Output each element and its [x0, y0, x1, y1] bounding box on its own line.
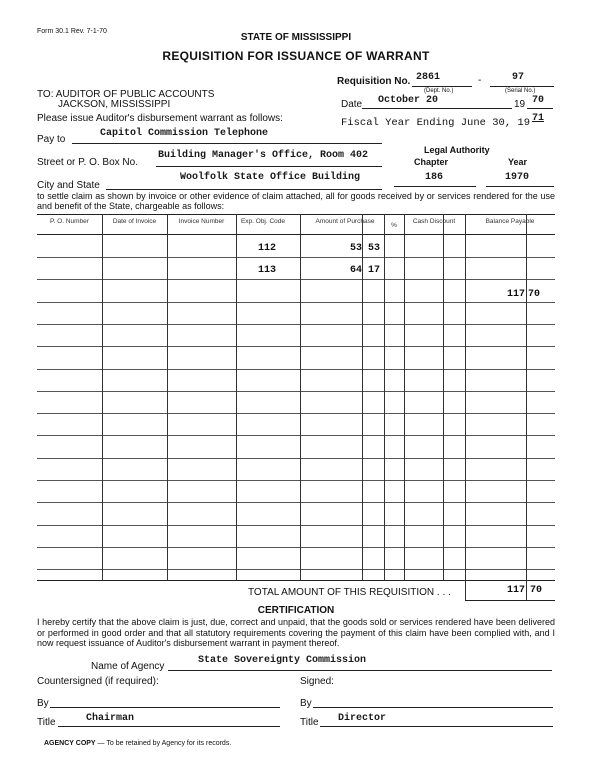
- pay-to-line: [72, 143, 382, 144]
- requisition-dash: -: [478, 75, 482, 86]
- table-column-line: [404, 214, 405, 580]
- certification-text: I hereby certify that the above claim is just, due, correct and unpaid, that the goods sold or services rendered have been delivered or performed in good order and that all statutory requirements covering the payment of this claim have been complied with, and I now request issuance of Auditor's disbursement warrant in payment thereof.: [37, 617, 555, 648]
- table-row-line: [37, 302, 555, 303]
- right-title-value[interactable]: Director: [338, 713, 387, 724]
- instruction-text: Please issue Auditor's disbursement warrant as follows:: [37, 113, 283, 124]
- fiscal-year-text: Fiscal Year Ending June 30, 19: [341, 117, 531, 129]
- table-column-line: [465, 214, 466, 580]
- footer-bold: AGENCY COPY: [44, 740, 96, 747]
- city-value[interactable]: Woolfolk State Office Building: [180, 172, 361, 183]
- city-label: City and State: [37, 180, 100, 191]
- agency-value[interactable]: State Sovereignty Commission: [198, 655, 367, 666]
- left-title-line: [58, 726, 280, 727]
- row3-balance-cents[interactable]: 70: [528, 289, 541, 300]
- agency-label: Name of Agency: [91, 661, 165, 672]
- row1-amount-dollars[interactable]: 53: [349, 243, 362, 254]
- table-column-line: [167, 214, 168, 580]
- dept-no-value[interactable]: 2861: [416, 72, 441, 83]
- table-row-line: [37, 324, 555, 325]
- table-column-line: [300, 214, 301, 580]
- total-box-mid: [526, 580, 527, 600]
- table-column-line: [526, 214, 527, 580]
- certification-title: CERTIFICATION: [257, 605, 335, 616]
- serial-no-value[interactable]: 97: [512, 72, 525, 83]
- pay-to-label: Pay to: [37, 134, 66, 145]
- row3-balance-dollars[interactable]: 117: [506, 289, 525, 300]
- header-percent: %: [391, 222, 397, 229]
- header-po-number: P. O. Number: [50, 218, 89, 225]
- state-heading: STATE OF MISSISSIPPI: [240, 32, 352, 43]
- settle-claim-text: to settle claim as shown by invoice or other evidence of claim attached, all for goods received by or services rendered for the use and benefit of the State, chargeable as follows:: [37, 191, 555, 211]
- table-row-line: [37, 257, 555, 258]
- street-value[interactable]: Building Manager's Office, Room 402: [158, 150, 369, 161]
- total-label: TOTAL AMOUNT OF THIS REQUISITION . . .: [248, 587, 451, 598]
- agency-line: [168, 670, 552, 671]
- row2-amount-cents[interactable]: 17: [367, 265, 380, 276]
- form-title: REQUISITION FOR ISSUANCE OF WARRANT: [162, 49, 430, 63]
- table-row-line: [37, 480, 555, 481]
- legal-year-line: [486, 186, 554, 187]
- date-year-prefix: 19: [514, 99, 526, 110]
- row2-amount-dollars[interactable]: 64: [349, 265, 362, 276]
- street-line: [156, 166, 382, 167]
- header-date-of-invoice: Date of Invoice: [112, 218, 157, 225]
- table-row-line: [37, 525, 555, 526]
- street-label: Street or P. O. Box No.: [37, 157, 138, 168]
- addressee-line2: JACKSON, MISSISSIPPI: [58, 99, 171, 110]
- table-top-border: [37, 214, 555, 215]
- table-row-line: [37, 569, 555, 570]
- table-row-line: [37, 279, 555, 280]
- city-line: [106, 189, 382, 190]
- header-cash-discount: Cash Discount: [412, 218, 456, 225]
- table-column-line: [236, 214, 237, 580]
- signed-label: Signed:: [300, 676, 334, 687]
- fiscal-year-value[interactable]: 71: [532, 113, 545, 124]
- right-title-label: Title: [300, 717, 319, 728]
- countersigned-label: Countersigned (if required):: [37, 676, 159, 687]
- header-invoice-number: Invoice Number: [178, 218, 225, 225]
- serial-no-line: [490, 86, 554, 87]
- serial-no-caption: (Serial No.): [505, 88, 536, 94]
- chapter-label: Chapter: [414, 157, 449, 167]
- footer-rest: — To be retained by Agency for its records.: [95, 740, 232, 747]
- header-amount-of-purchase: Amount of Purchase: [315, 218, 375, 225]
- chapter-line: [394, 186, 476, 187]
- table-column-line: [443, 214, 444, 580]
- legal-year-value[interactable]: 1970: [505, 172, 530, 183]
- legal-year-label: Year: [508, 157, 528, 167]
- header-exp-obj-code: Exp. Obj. Code: [240, 218, 286, 225]
- total-box-left: [465, 580, 466, 600]
- row1-exp-code[interactable]: 112: [257, 243, 276, 254]
- form-number: Form 30.1 Rev. 7-1-70: [37, 28, 107, 35]
- table-column-line: [102, 214, 103, 580]
- date-year-value[interactable]: 70: [532, 95, 545, 106]
- chapter-value[interactable]: 186: [425, 172, 444, 183]
- addressee-line1: TO: AUDITOR OF PUBLIC ACCOUNTS: [37, 89, 215, 100]
- table-row-line: [37, 547, 555, 548]
- left-by-line[interactable]: [50, 707, 280, 708]
- table-column-line: [384, 214, 385, 580]
- right-by-line[interactable]: [313, 707, 553, 708]
- left-title-label: Title: [37, 717, 56, 728]
- right-title-line: [320, 726, 553, 727]
- requisition-label: Requisition No.: [337, 76, 411, 87]
- table-row-line: [37, 502, 555, 503]
- table-row-line: [37, 458, 555, 459]
- table-row-line: [37, 346, 555, 347]
- table-row-line: [37, 391, 555, 392]
- table-header-border: [37, 234, 555, 235]
- table-row-line: [37, 435, 555, 436]
- total-cents[interactable]: 70: [530, 585, 543, 596]
- table-bottom-border: [37, 580, 555, 581]
- footer-note: [44, 740, 231, 747]
- table-row-line: [37, 413, 555, 414]
- table-row-line: [37, 369, 555, 370]
- left-title-value[interactable]: Chairman: [86, 713, 135, 724]
- date-year-line: [527, 108, 553, 109]
- left-by-label: By: [37, 698, 49, 709]
- date-label: Date: [341, 99, 363, 110]
- total-box-bottom: [465, 600, 555, 601]
- date-value[interactable]: October 20: [378, 95, 439, 106]
- legal-authority-title: Legal Authority: [424, 145, 490, 155]
- header-balance-payable: Balance Payable: [485, 218, 535, 225]
- right-by-label: By: [300, 698, 312, 709]
- dept-no-caption: (Dept. No.): [424, 88, 454, 94]
- pay-to-value[interactable]: Capitol Commission Telephone: [100, 128, 269, 139]
- row1-amount-cents[interactable]: 53: [367, 243, 380, 254]
- date-line: [362, 108, 512, 109]
- row2-exp-code[interactable]: 113: [257, 265, 276, 276]
- total-dollars[interactable]: 117: [506, 585, 525, 596]
- dept-no-line: [412, 86, 472, 87]
